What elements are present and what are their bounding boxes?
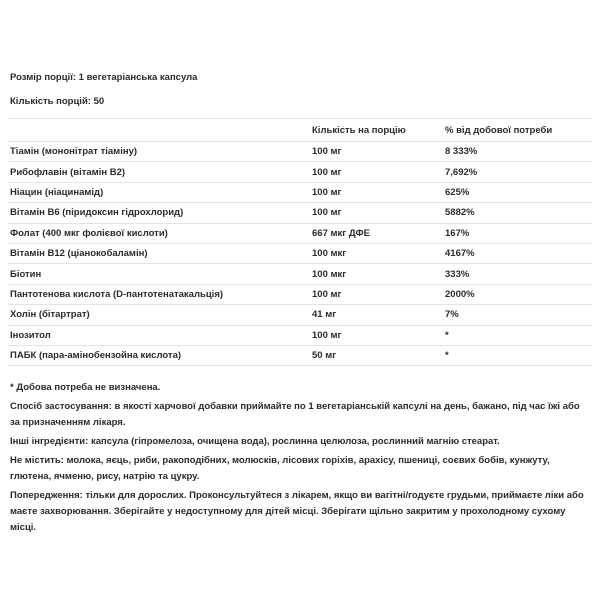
- nutrient-name: Біотин: [10, 268, 42, 280]
- nutrient-daily-value: 333%: [445, 268, 470, 280]
- table-row: [8, 345, 592, 365]
- table-row: [8, 325, 592, 345]
- nutrient-name: Інозитол: [10, 329, 51, 341]
- nutrient-daily-value: *: [445, 329, 449, 341]
- warnings-text: Попередження: тільки для дорослих. Проконсультуйтеся з лікарем, якщо ви вагітні/годуєте грудьми, приймаєте ліки або маєте захворювання. Зберігайте у недоступному для дітей місці. Зберігати щільно закритим у прохолодному сухому місці.: [10, 490, 584, 534]
- nutrient-name: Рибофлавін (вітамін B2): [10, 166, 126, 178]
- table-header-row: [8, 119, 592, 142]
- serving-size-label: Розмір порції: 1 вегетаріанська капсула: [10, 72, 198, 83]
- nutrient-amount: 41 мг: [312, 309, 337, 321]
- table-row: [8, 142, 592, 162]
- nutrient-daily-value: 7,692%: [445, 166, 478, 178]
- table-row: [8, 182, 592, 202]
- nutrient-name: Пантотенова кислота (D-пантотенатакальція): [10, 288, 224, 300]
- nutrient-amount: 100 мг: [312, 288, 342, 300]
- nutrient-daily-value: 4167%: [445, 248, 475, 260]
- column-header-amount: Кількість на порцію: [312, 124, 406, 136]
- nutrient-name: Ніацин (ніацинамід): [10, 186, 104, 198]
- nutrient-amount: 100 мг: [312, 207, 342, 219]
- servings-per-container-label: Кількість порцій: 50: [10, 96, 105, 107]
- nutrient-daily-value: 625%: [445, 186, 470, 198]
- nutrient-daily-value: 7%: [445, 309, 459, 321]
- nutrient-amount: 100 мкг: [312, 268, 347, 280]
- other-ingredients-text: Інші інгредієнти: капсула (гіпромелоза, очищена вода), рослинна целюлоза, рослинний магнію стеарат.: [10, 436, 500, 448]
- daily-value-footnote: * Добова потреба не визначена.: [10, 382, 161, 394]
- table-row: [8, 162, 592, 182]
- nutrient-daily-value: *: [445, 350, 449, 362]
- nutrient-amount: 100 мг: [312, 166, 342, 178]
- nutrient-name: Фолат (400 мкг фолієвої кислоти): [10, 227, 168, 239]
- directions-text: Спосіб застосування: в якості харчової добавки приймайте по 1 вегетаріанській капсулі на день, бажано, під час їжі або за призначенням лікаря.: [10, 401, 580, 429]
- nutrient-amount: 667 мкг ДФЕ: [312, 227, 370, 239]
- table-row: [8, 223, 592, 243]
- column-header-nutrient: [8, 119, 312, 142]
- table-row: [8, 284, 592, 304]
- nutrient-amount: 100 мг: [312, 186, 342, 198]
- nutrient-amount: 100 мг: [312, 146, 342, 158]
- table-row: [8, 203, 592, 223]
- table-row: [8, 305, 592, 325]
- supplement-facts-table: [8, 118, 592, 366]
- column-header-daily-value: % від добової потреби: [445, 124, 553, 136]
- nutrient-amount: 50 мг: [312, 350, 337, 362]
- table-row: [8, 243, 592, 263]
- nutrient-name: Тіамін (мононітрат тіаміну): [10, 146, 138, 158]
- nutrient-amount: 100 мкг: [312, 248, 347, 260]
- nutrient-daily-value: 8 333%: [445, 146, 478, 158]
- allergen-free-text: Не містить: молока, яєць, риби, ракоподібних, молюсків, лісових горіхів, арахісу, пшениці, соєвих бобів, кунжуту, глютена, ячменю, рису, натрію та цукру.: [10, 455, 550, 483]
- nutrient-name: Холін (бітартрат): [10, 309, 90, 321]
- nutrient-name: Вітамін B6 (піридоксин гідрохлорид): [10, 207, 184, 219]
- footnotes-section: [8, 380, 592, 536]
- nutrient-daily-value: 5882%: [445, 207, 475, 219]
- nutrient-name: Вітамін B12 (ціанокобаламін): [10, 248, 148, 260]
- nutrient-daily-value: 167%: [445, 227, 470, 239]
- table-row: [8, 264, 592, 284]
- nutrient-name: ПАБК (пара-амінобензойна кислота): [10, 350, 182, 362]
- nutrient-amount: 100 мг: [312, 329, 342, 341]
- nutrient-daily-value: 2000%: [445, 288, 475, 300]
